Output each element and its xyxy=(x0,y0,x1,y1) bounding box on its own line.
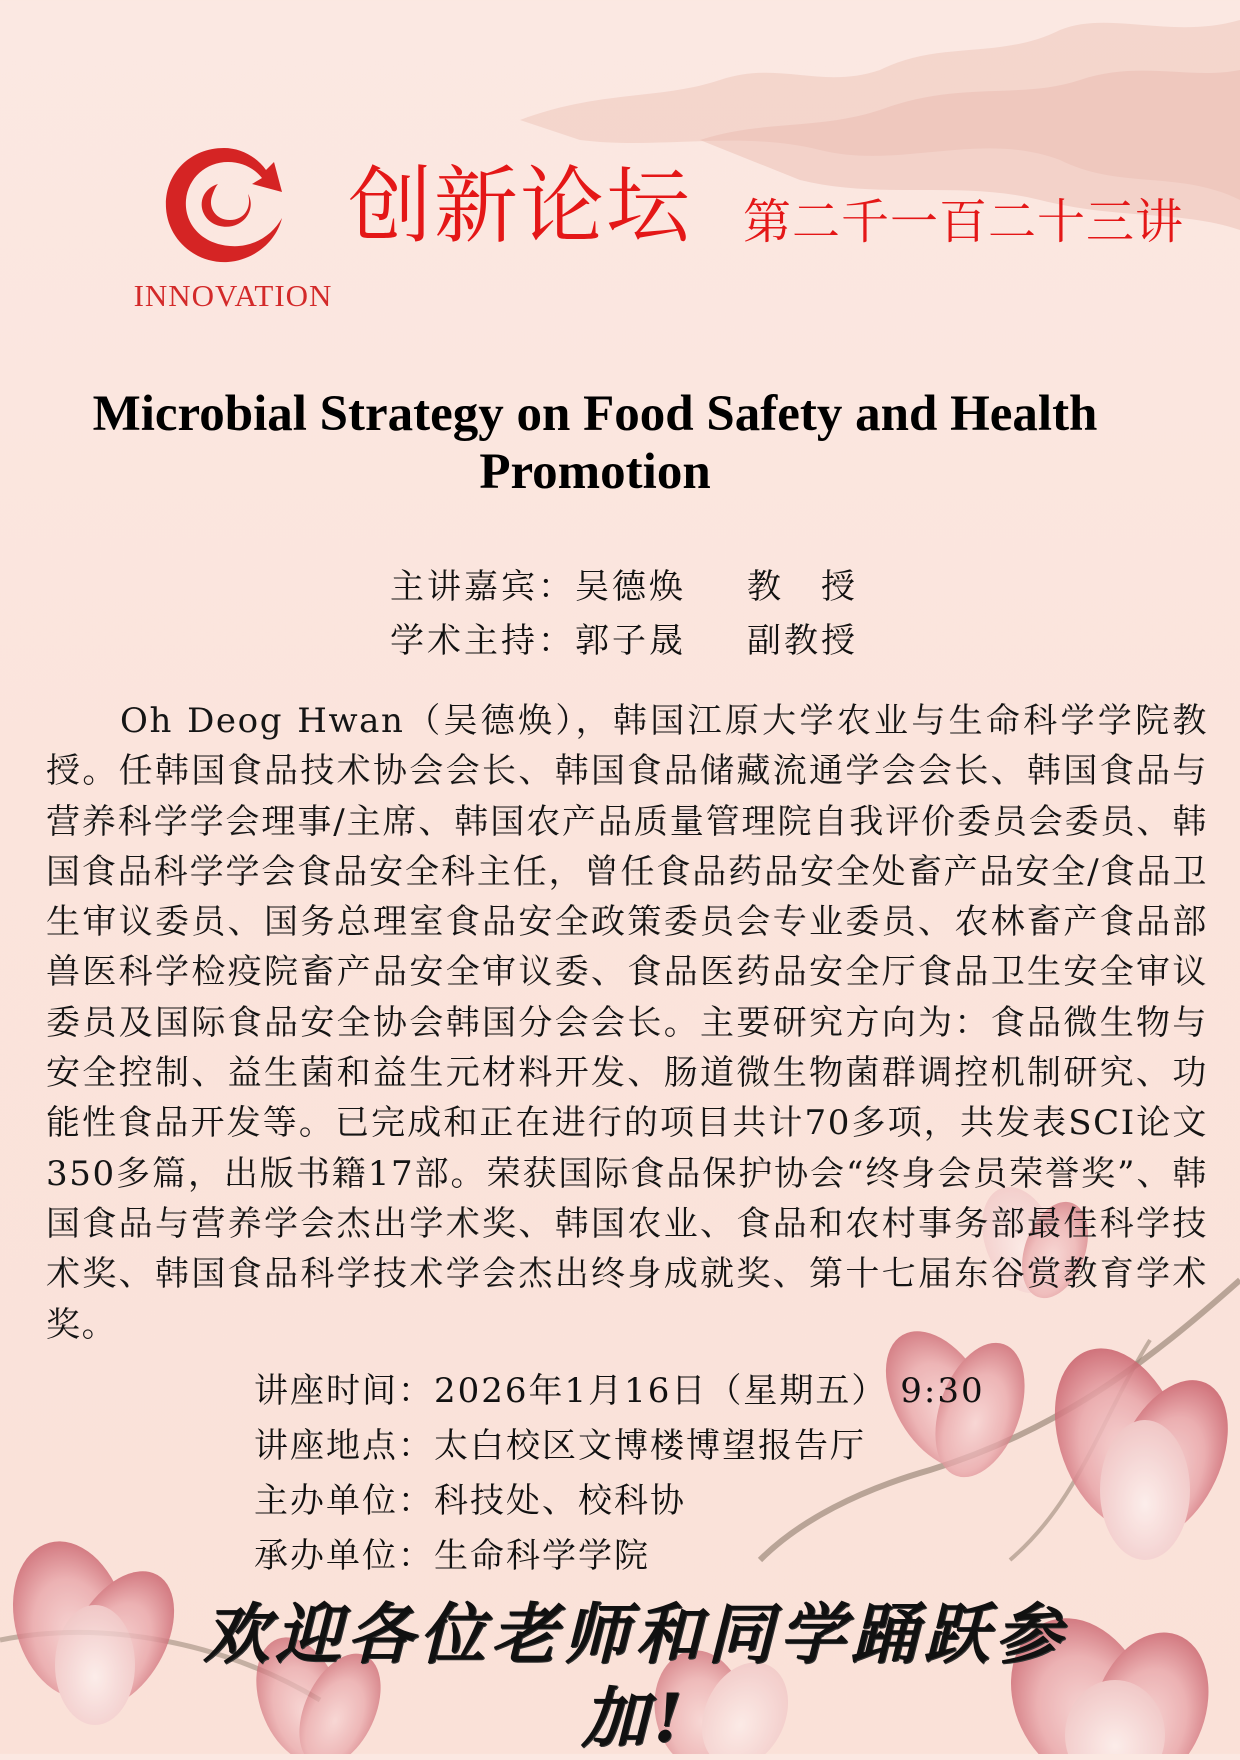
event-host-unit: 承办单位：生命科学学院 xyxy=(254,1536,650,1576)
innovation-logo xyxy=(118,140,348,320)
host-title: 副教授 xyxy=(747,621,858,661)
host-name: 郭子晟 xyxy=(575,621,686,661)
magnolia-flower xyxy=(1031,1330,1240,1560)
swirl-logo-icon xyxy=(154,140,294,270)
people-block xyxy=(390,560,858,668)
speaker-row xyxy=(390,560,858,614)
magnolia-flower xyxy=(0,1528,196,1727)
event-info xyxy=(254,1364,985,1584)
lecture-number: 第二千一百二十三讲 xyxy=(743,194,1185,250)
logo-text: INNOVATION xyxy=(133,278,333,313)
event-time: 讲座时间：2026年1月16日（星期五） 9:30 xyxy=(254,1371,985,1411)
speaker-bio: Oh Deog Hwan（吴德焕），韩国江原大学农业与生命科学学院教授。任韩国食品技术协会会长、韩国食品储藏流通学会会长、韩国食品与营养科学学会理事/主席、韩国农产品质量管理院自我评价委员会委员、韩国食品科学学会食品安全科主任，曾任食品药品安全处畜产品安全/食品卫生审议委员、国务总理室食品安全政策委员会专业委员、农林畜产食品部兽医科学检疫院畜产品安全审议委、食品医药品安全厅食品卫生安全审议委员及国际食品安全协会韩国分会会长。主要研究方向为：食品微生物与安全控制、益生菌和益生元材料开发、肠道微生物菌群调控机制研究、功能性食品开发等。已完成和正在进行的项目共计70多项，共发表SCI论文350多篇，出版书籍17部。荣获国际食品保护协会“终身会员荣誉奖”、韩国食品与营养学会杰出学术奖、韩国农业、食品和农村事务部最佳科学技术奖、韩国食品科学技术学会杰出终身成就奖、第十七届东谷赏教育学术奖。 xyxy=(46,701,1208,1345)
host-label: 学术主持： xyxy=(390,621,575,661)
welcome-banner: 欢迎各位老师和同学踊跃参加! xyxy=(203,1595,1067,1757)
speaker-label: 主讲嘉宾： xyxy=(390,567,575,607)
event-location: 讲座地点：太白校区文博楼博望报告厅 xyxy=(254,1426,866,1466)
speaker-name: 吴德焕 xyxy=(575,567,686,607)
host-row xyxy=(390,614,858,668)
forum-title: 创新论坛 xyxy=(348,157,693,255)
event-organizer: 主办单位：科技处、校科协 xyxy=(254,1481,686,1521)
talk-title: Microbial Strategy on Food Safety and Health Promotion xyxy=(92,386,1098,500)
speaker-title: 教 授 xyxy=(747,567,858,607)
